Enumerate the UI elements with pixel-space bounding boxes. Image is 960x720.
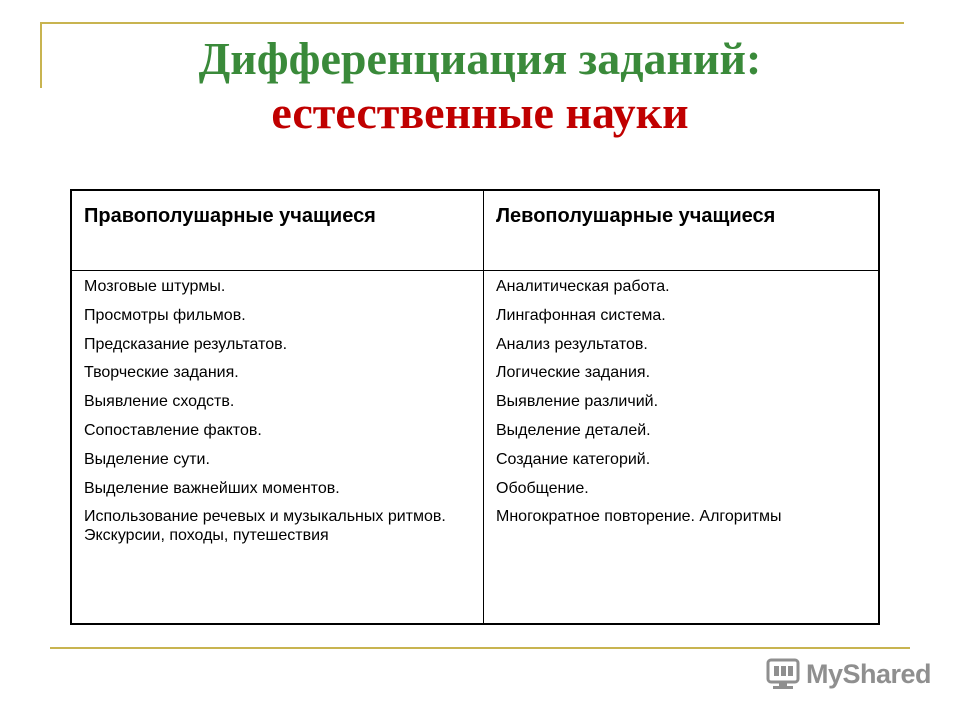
list-item: Предсказание результатов. (84, 335, 288, 353)
frame-top-line (40, 22, 904, 24)
list-item: Выявление сходств. (84, 393, 235, 411)
right-brained-activities-list (84, 277, 474, 555)
list-item: Выявление различий. (496, 393, 659, 411)
list-item: Лингафонная система. (496, 306, 666, 324)
list-item: Просмотры фильмов. (84, 306, 246, 324)
list-item: Создание категорий. (496, 450, 651, 468)
list-item: Логические задания. (496, 364, 651, 382)
slide-title (0, 32, 960, 140)
list-item: Аналитическая работа. (496, 278, 670, 295)
table-header-divider (72, 270, 878, 271)
table-column-divider (483, 191, 484, 623)
list-item: Выделение деталей. (496, 421, 651, 439)
frame-bottom-line (50, 647, 910, 649)
list-item: Выделение важнейших моментов. (84, 479, 340, 497)
list-item: Многократное повторение. Алгоритмы (496, 508, 782, 526)
list-item: Сопоставление фактов. (84, 421, 262, 439)
list-item: Использование речевых и музыкальных ритмов. Экскурсии, походы, путешествия (84, 508, 446, 545)
title-line-1: Дифференциация заданий: (198, 33, 762, 84)
list-item: Анализ результатов. (496, 335, 648, 353)
list-item: Мозговые штурмы. (84, 278, 226, 295)
list-item: Обобщение. (496, 479, 589, 497)
title-line-2: естественные науки (271, 87, 689, 138)
list-item: Творческие задания. (84, 364, 239, 382)
left-brained-activities-list (496, 277, 876, 536)
myshared-watermark[interactable] (766, 654, 931, 694)
list-item: Выделение сути. (84, 450, 210, 468)
myshared-watermark-text: MyShared (806, 658, 932, 689)
myshared-logo-icon (766, 657, 800, 691)
comparison-table (70, 189, 880, 625)
header-right-brained: Правополушарные учащиеся (84, 205, 376, 227)
header-left-brained: Левополушарные учащиеся (496, 205, 776, 227)
